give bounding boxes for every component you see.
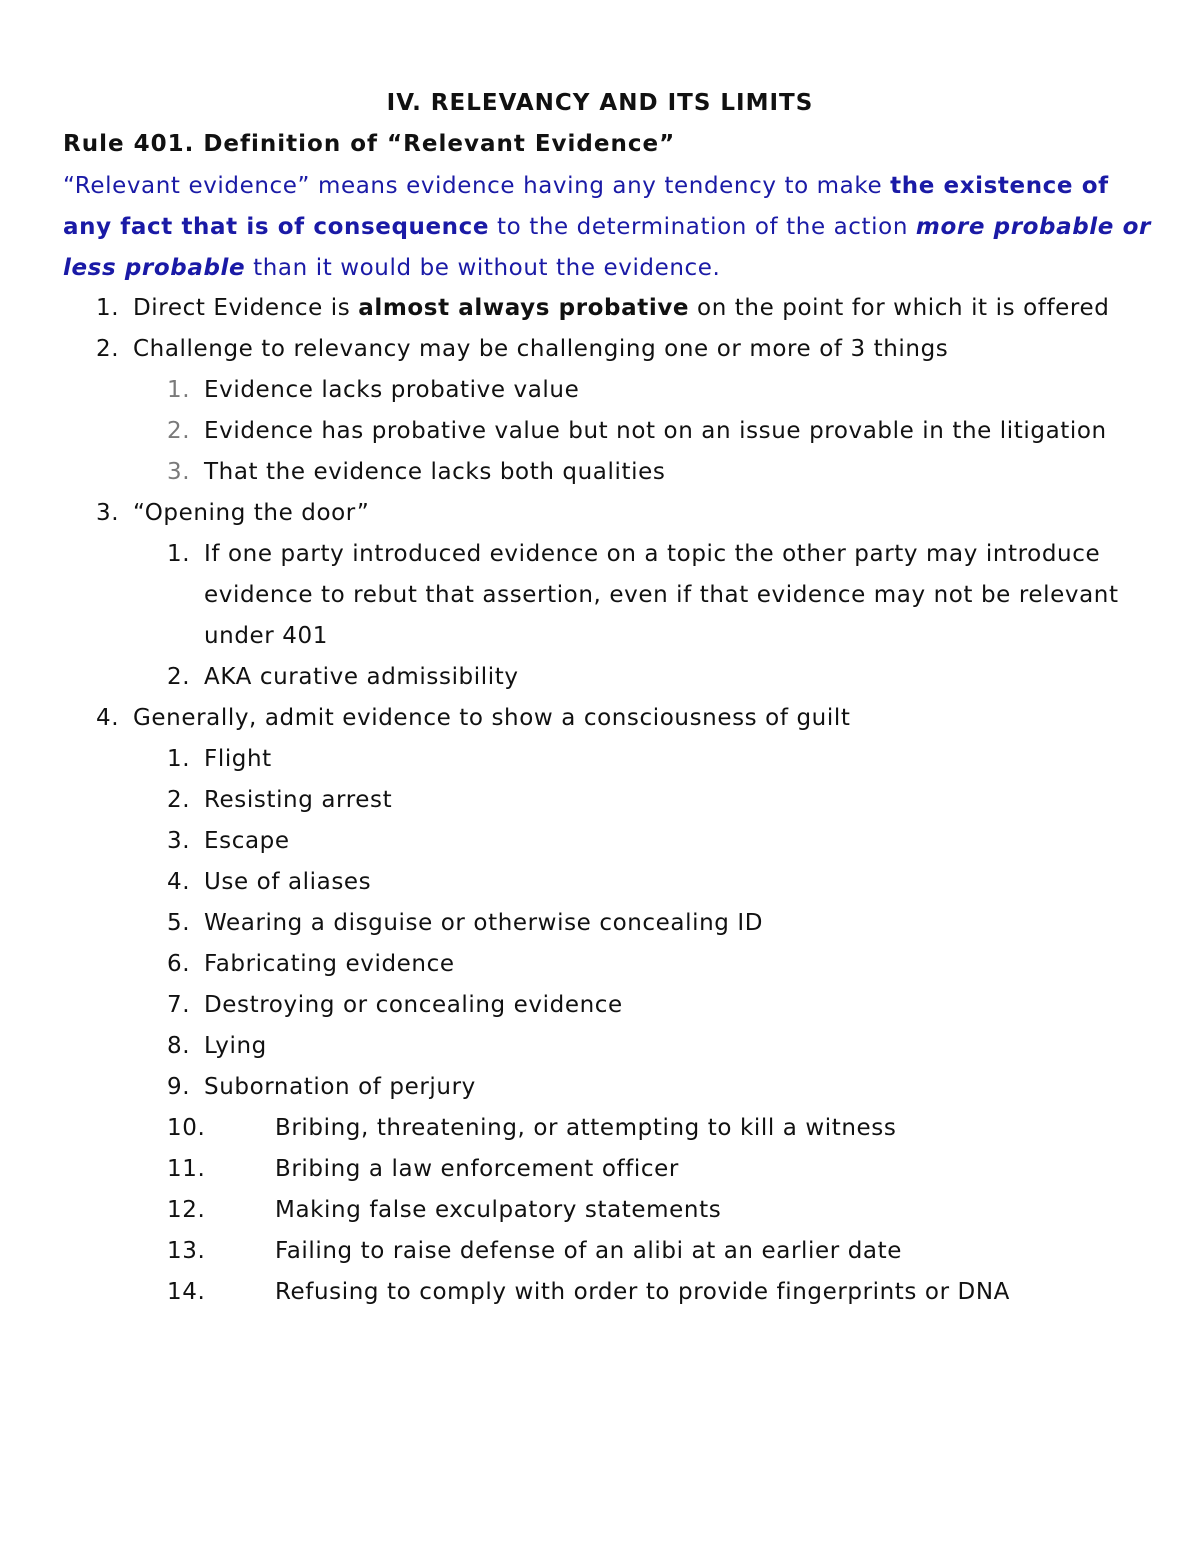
list-number: 2. (167, 418, 191, 444)
list-number: 3. (167, 828, 191, 854)
section-title: IV. RELEVANCY AND ITS LIMITS (386, 90, 814, 116)
list-item-text: Resisting arrest (204, 787, 393, 813)
list-number: 8. (167, 1033, 191, 1059)
list-number: 4. (167, 869, 191, 895)
sub-list-item (63, 1026, 1153, 1067)
list-item (63, 698, 1153, 739)
list-item-text: Wearing a disguise or otherwise concealing ID (204, 910, 764, 936)
list-number: 1. (167, 746, 191, 772)
list-number: 9. (167, 1074, 191, 1100)
definition-text: “Relevant evidence” means evidence having any tendency to make (63, 173, 891, 199)
sub-list-item (63, 1108, 1153, 1149)
list-item-text: Bribing, threatening, or attempting to kill a witness (275, 1115, 897, 1141)
list-item-text: Evidence lacks probative value (204, 377, 580, 403)
sub-list-item (63, 1067, 1153, 1108)
list-number: 2. (167, 787, 191, 813)
rule-heading: Rule 401. Definition of “Relevant Evidence” (63, 131, 676, 157)
list-item-text: Use of aliases (204, 869, 372, 895)
sub-list-item (63, 985, 1153, 1026)
sub-list-item (63, 862, 1153, 903)
list-item-emphasis: almost always probative (358, 295, 690, 321)
list-item-text: Destroying or concealing evidence (204, 992, 623, 1018)
list-number: 7. (167, 992, 191, 1018)
sub-list-item (63, 903, 1153, 944)
list-number: 2. (167, 664, 191, 690)
sub-list-item (63, 370, 1153, 411)
list-item (63, 288, 1153, 329)
list-item-text: AKA curative admissibility (204, 664, 519, 690)
list-number: 12. (167, 1197, 206, 1223)
outline-list (63, 288, 1153, 1313)
list-item (63, 493, 1153, 534)
list-item-text: Generally, admit evidence to show a consciousness of guilt (133, 705, 851, 731)
list-item-text: If one party introduced evidence on a topic the other party may introduce evidence to rebut that assertion, even if that evidence may not be relevant under 401 (204, 541, 1119, 649)
list-number: 3. (96, 500, 120, 526)
definition-text: to the determination of the action (489, 214, 916, 240)
list-number: 1. (167, 377, 191, 403)
list-item-text: Escape (204, 828, 290, 854)
list-number: 1. (96, 295, 120, 321)
list-item-text: Making false exculpatory statements (275, 1197, 722, 1223)
definition-emphasis: more probable or less probable (63, 214, 1151, 281)
list-item-text: Fabricating evidence (204, 951, 455, 977)
sub-list-item (63, 452, 1153, 493)
list-item-text: Refusing to comply with order to provide fingerprints or DNA (275, 1279, 1010, 1305)
rule-definition (63, 166, 1153, 289)
sub-list-item (63, 411, 1153, 452)
list-number: 13. (167, 1238, 206, 1264)
sub-list-item (63, 657, 1153, 698)
list-item-text: Direct Evidence is almost always probative on the point for which it is offered (133, 295, 1110, 321)
list-item-text: That the evidence lacks both qualities (204, 459, 666, 485)
list-item-text: “Opening the door” (133, 500, 370, 526)
sub-list-item (63, 1272, 1153, 1313)
list-number: 1. (167, 541, 191, 567)
sub-list-item (63, 1149, 1153, 1190)
definition-emphasis: the existence of any fact that is of consequence (63, 173, 1109, 240)
sub-list-item (63, 739, 1153, 780)
list-number: 14. (167, 1279, 206, 1305)
list-number: 5. (167, 910, 191, 936)
list-item-text: Lying (204, 1033, 267, 1059)
list-number: 2. (96, 336, 120, 362)
list-number: 6. (167, 951, 191, 977)
definition-text: than it would be without the evidence. (245, 255, 721, 281)
sub-list-item (63, 821, 1153, 862)
sub-list-item (63, 1231, 1153, 1272)
list-item-text: Bribing a law enforcement officer (275, 1156, 679, 1182)
list-number: 4. (96, 705, 120, 731)
sub-list-item (63, 1190, 1153, 1231)
list-item-text: Evidence has probative value but not on an issue provable in the litigation (204, 418, 1107, 444)
list-item-text: Subornation of perjury (204, 1074, 476, 1100)
sub-list-item (63, 534, 1153, 657)
list-number: 3. (167, 459, 191, 485)
list-item (63, 329, 1153, 370)
sub-list-item (63, 780, 1153, 821)
list-number: 11. (167, 1156, 206, 1182)
list-number: 10. (167, 1115, 206, 1141)
list-item-text: Flight (204, 746, 272, 772)
sub-list-item (63, 944, 1153, 985)
list-item-text: Failing to raise defense of an alibi at an earlier date (275, 1238, 902, 1264)
list-item-text: Challenge to relevancy may be challenging one or more of 3 things (133, 336, 949, 362)
